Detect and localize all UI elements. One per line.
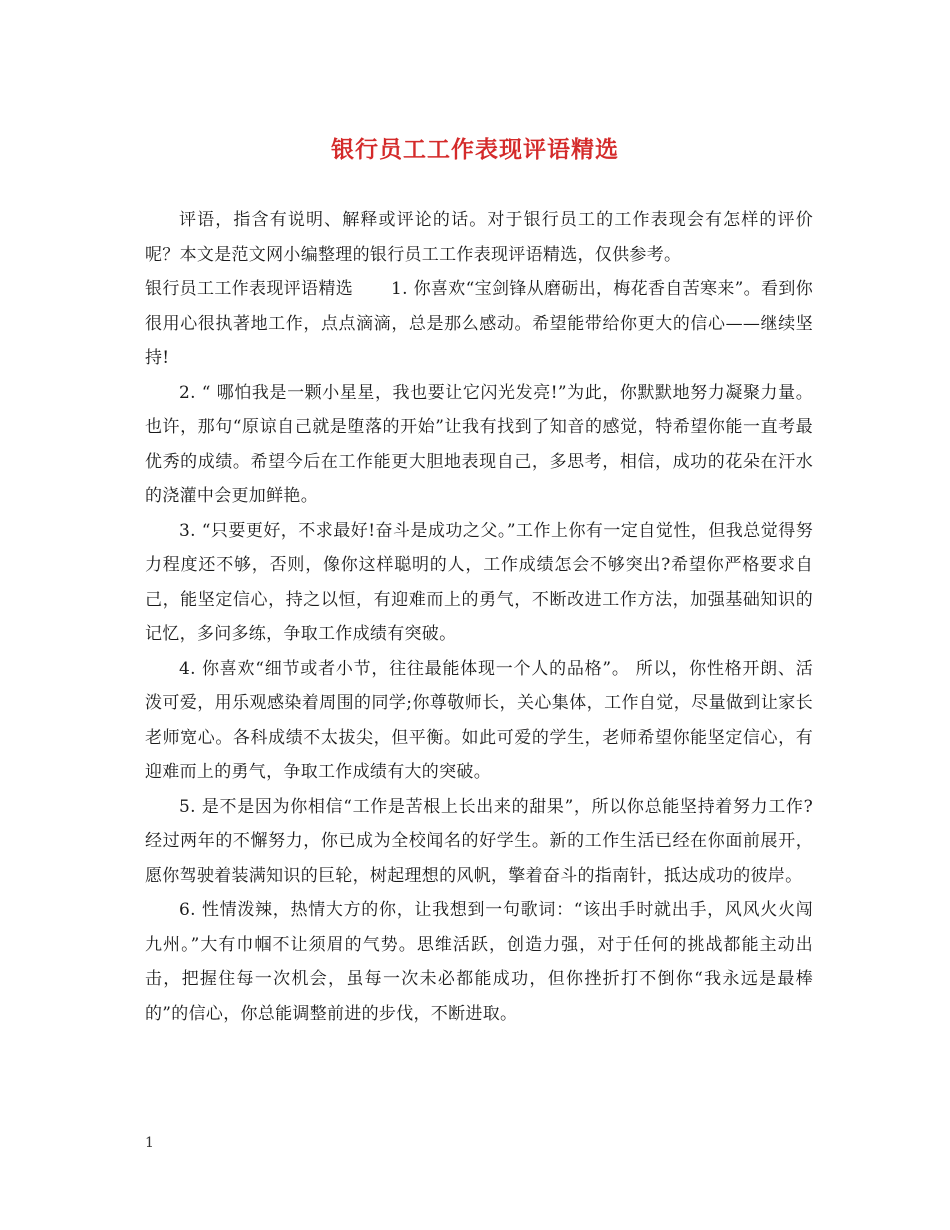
- comment-item-1: 1. 你喜欢“宝剑锋从磨砺出，梅花香自苦寒来”。看到你很用心很执著地工作，点点滴滴，总是那么感动。希望能带给你更大的信心——继续坚持!: [145, 279, 813, 368]
- list-heading-paragraph: [145, 272, 813, 376]
- comment-item-4: 4. 你喜欢“细节或者小节，往往最能体现一个人的品格”。 所以，你性格开朗、活泼可爱，用乐观感染着周围的同学;你尊敬师长，关心集体，工作自觉，尽量做到让家长老师宽心。各科成绩不太拔尖，但平衡。如此可爱的学生，老师希望你能坚定信心，有迎难而上的勇气，争取工作成绩有大的突破。: [145, 658, 813, 782]
- document-title: 银行员工工作表现评语精选: [331, 136, 619, 163]
- comment-item-3: 3. “只要更好，不求最好!奋斗是成功之父。”工作上你有一定自觉性，但我总觉得努力程度还不够，否则，像你这样聪明的人，工作成绩怎会不够突出?希望你严格要求自己，能坚定信心，持之以恒，有迎难而上的勇气，不断改进工作方法，加强基础知识的记忆，多问多练，争取工作成绩有突破。: [145, 520, 813, 644]
- list-heading: 银行员工工作表现评语精选: [145, 279, 354, 299]
- comment-item-5: 5. 是不是因为你相信“工作是苦根上长出来的甜果”，所以你总能坚持着努力工作?经过两年的不懈努力，你已成为全校闻名的好学生。新的工作生活已经在你面前展开，愿你驾驶着装满知识的巨轮，树起理想的风帆，擎着奋斗的指南针，抵达成功的彼岸。: [145, 796, 813, 886]
- document-body: [145, 203, 813, 1031]
- comment-item-2: 2. “ 哪怕我是一颗小星星，我也要让它闪光发亮!”为此，你默默地努力凝聚力量。也许，那句“原谅自己就是堕落的开始”让我有找到了知音的感觉，特希望你能一直考最优秀的成绩。希望今后在工作能更大胆地表现自己，多思考，相信，成功的花朵在汗水的浇灌中会更加鲜艳。: [145, 382, 813, 506]
- intro-paragraph: 评语，指含有说明、解释或评论的话。对于银行员工的工作表现会有怎样的评价呢？本文是范文网小编整理的银行员工工作表现评语精选，仅供参考。: [145, 210, 813, 265]
- page-number: 1: [145, 1135, 154, 1151]
- comment-item-6: 6. 性情泼辣，热情大方的你，让我想到一句歌词：“该出手时就出手，风风火火闯九州。”大有巾帼不让须眉的气势。思维活跃，创造力强，对于任何的挑战都能主动出击，把握住每一次机会，虽每一次未必都能成功，但你挫折打不倒你“我永远是最棒的”的信心，你总能调整前进的步伐，不断进取。: [145, 900, 813, 1024]
